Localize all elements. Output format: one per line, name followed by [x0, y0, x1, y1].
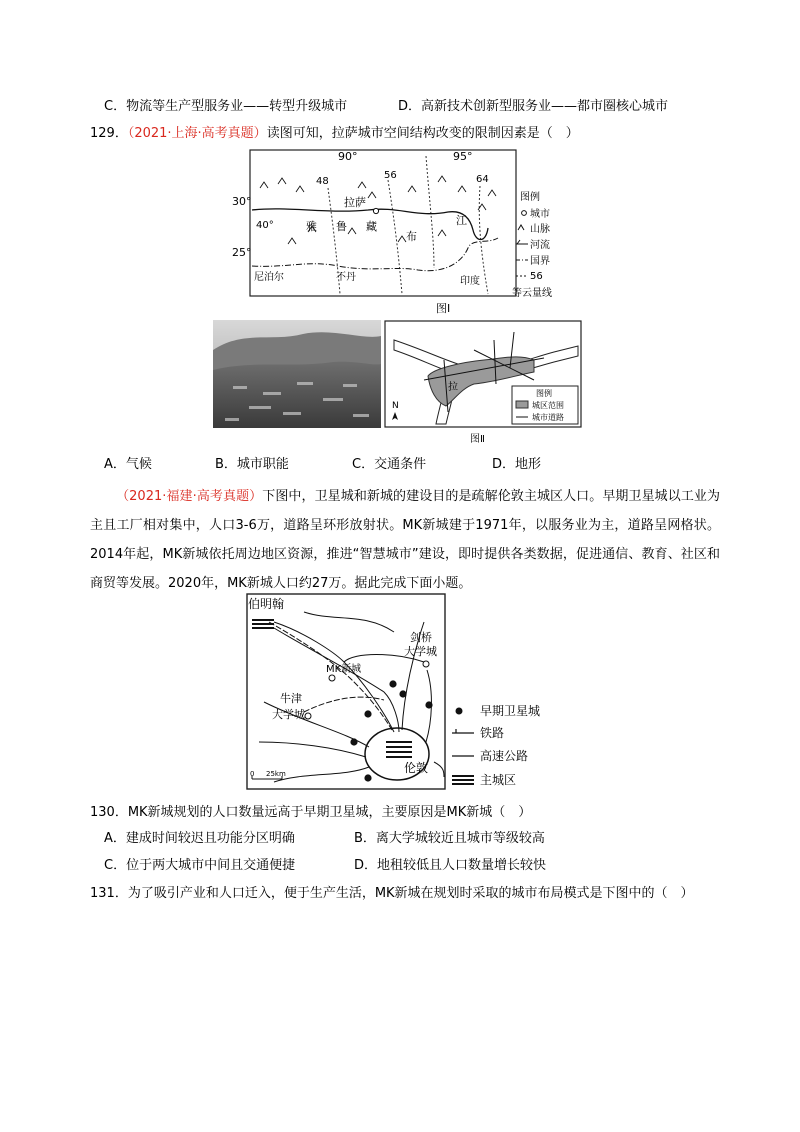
place-ya: 雅 [306, 220, 317, 233]
question-131: 131．为了吸引产业和人口迁入，便于生产生活，MK新城在规划时采取的城市布局模式是下图中的（ ） [90, 886, 694, 901]
place-nepal: 尼泊尔 [254, 272, 284, 283]
label-cambridge-univ: 大学城 [404, 645, 437, 658]
label-cambridge: 剑桥 [410, 631, 432, 644]
fig2-legend-road: 城市道路 [532, 413, 564, 422]
isohyet-64: 64 [476, 174, 489, 185]
label-oxford-univ: 大学城 [272, 708, 305, 721]
isohyet-56: 56 [384, 170, 397, 181]
label-mk-new-town: MK新城 [326, 664, 362, 675]
passage [90, 482, 720, 598]
figure-1-map [232, 148, 552, 316]
label-oxford: 牛津 [280, 692, 302, 705]
q129-option-a: A．气候 [104, 457, 152, 472]
legend-title: 图例 [520, 192, 540, 203]
legend-river: 河流 [530, 240, 550, 251]
legend-city: 城市 [530, 209, 550, 220]
figure-1-caption: 图Ⅰ [436, 302, 451, 315]
legend-railway: 铁路 [480, 726, 505, 740]
legend-satellite: 早期卫星城 [480, 704, 541, 718]
place-zang: 藏 [366, 220, 377, 233]
scale-zero: 0 [250, 770, 255, 778]
question-number: 129． [90, 126, 128, 141]
question-130: 130．MK新城规划的人口数量远高于早期卫星城，主要原因是MK新城（ ） [90, 805, 532, 820]
q130-option-d: D．地租较低且人口数量增长较快 [354, 858, 547, 873]
place-india: 印度 [460, 276, 480, 287]
scale-25km: 25km [266, 770, 286, 778]
place-bu: 布 [406, 230, 417, 243]
question-129 [90, 124, 579, 144]
place-jiang: 江 [456, 214, 467, 227]
lat-label-30: 30° [232, 195, 252, 208]
legend-highway: 高速公路 [480, 749, 529, 763]
legend-mountain: 山脉 [530, 224, 550, 235]
legend-main-city: 主城区 [480, 773, 517, 787]
north-arrow-label: N [392, 401, 399, 411]
place-bhutan: 不丹 [336, 272, 356, 283]
q129-option-c: C．交通条件 [352, 457, 427, 472]
figure-2-city-map [384, 320, 584, 444]
london-map [244, 592, 564, 796]
lat-label-40: 40° [256, 220, 274, 231]
passage-source: （2021·福建·高考真题） [116, 489, 263, 504]
place-lu: 鲁 [336, 220, 347, 233]
q129-option-b: B．城市职能 [215, 457, 289, 472]
fig2-legend-title: 图例 [536, 389, 552, 398]
legend-isoline: 等云量线 [512, 288, 552, 299]
city-lhasa-label: 拉萨 [344, 196, 366, 209]
lhasa-photo [213, 320, 381, 428]
q130-option-b: B．离大学城较近且城市等级较高 [354, 831, 545, 846]
label-london: 伦敦 [404, 761, 429, 775]
figure-2-caption: 图Ⅱ [470, 434, 485, 445]
lon-label-90: 90° [338, 150, 358, 163]
q130-option-c: C．位于两大城市中间且交通便捷 [104, 858, 296, 873]
fig2-legend-urban: 城区范围 [532, 401, 564, 410]
q129-option-d: D．地形 [492, 457, 542, 472]
option-d-prev: D．高新技术创新型服务业——都市圈核心城市 [398, 99, 669, 114]
lon-label-95: 95° [453, 150, 473, 163]
option-c-prev: C．物流等生产型服务业——转型升级城市 [104, 99, 348, 114]
passage-text: 下图中，卫星城和新城的建设目的是疏解伦敦主城区人口。早期卫星城以工业为主且工厂相对集中，人口3-6万，道路呈环形放射状。MK新城建于1971年，以服务业为主，道路呈网格状。2014年起，MK新城依托周边地区资源，推进“智慧城市”建设，即时提供各类数据，促进通信、教育、社区和商贸等发展。2020年，MK新城人口约27万。据此完成下面小题。 [90, 489, 720, 591]
legend-isoline-num: 56 [530, 271, 543, 282]
q130-option-a: A．建成时间较迟且功能分区明确 [104, 831, 295, 846]
source-tag: （2021·上海·高考真题） [127, 126, 267, 141]
label-birmingham: 伯明翰 [248, 597, 285, 611]
legend-border: 国界 [530, 256, 550, 267]
isohyet-48: 48 [316, 176, 329, 187]
question-stem: 读图可知，拉萨城市空间结构改变的限制因素是（ ） [266, 126, 579, 141]
city-char-la: 拉 [448, 382, 458, 393]
lat-label-25: 25° [232, 246, 252, 259]
